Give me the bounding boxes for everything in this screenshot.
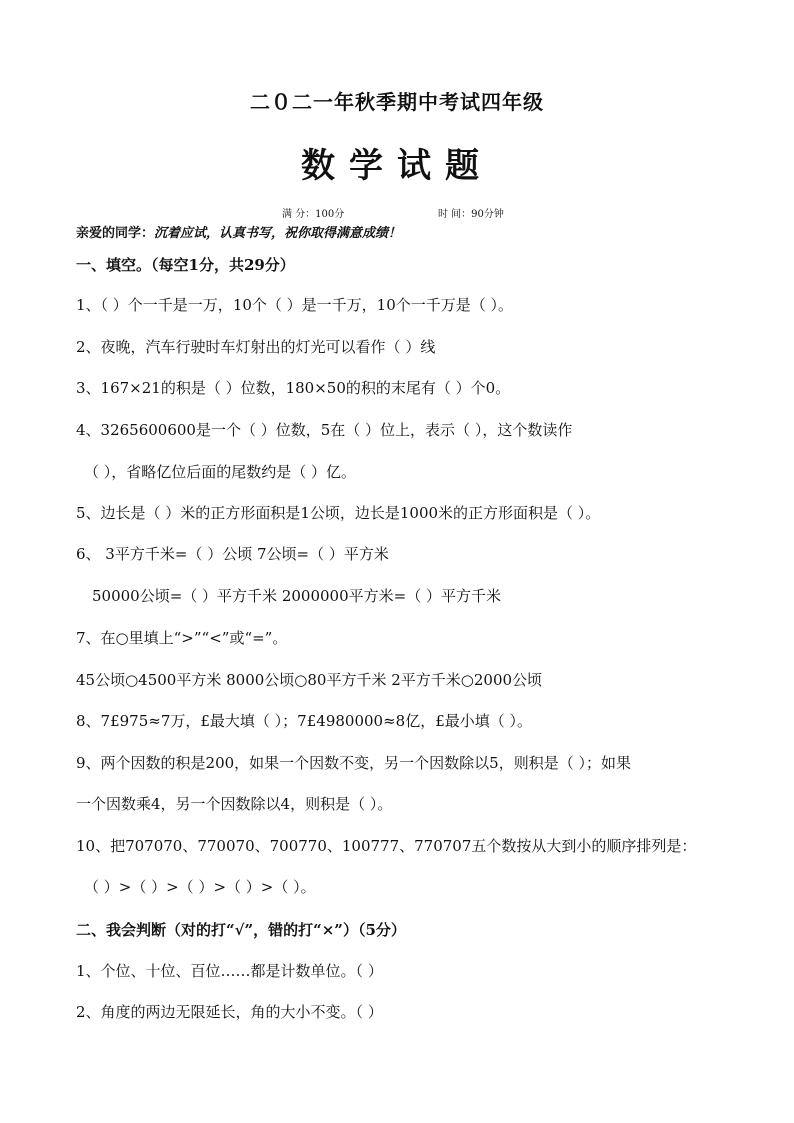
question-line: 4、3265600600是一个（ ）位数，5在（ ）位上，表示（ ），这个数读作 xyxy=(76,421,573,439)
question-line: （ ）>（ ）>（ ）>（ ）>（ ）。 xyxy=(84,878,316,896)
exam-time: 时 间：90分钟 xyxy=(438,209,504,220)
question-line: （ ），省略亿位后面的尾数约是（ ）亿。 xyxy=(84,463,357,481)
exam-title: 数学试题 xyxy=(301,146,493,186)
question-line: 2、角度的两边无限延长，角的大小不变。（ ） xyxy=(76,1003,383,1021)
section1-heading: 一、填空。（每空1分，共29分） xyxy=(76,256,295,274)
question-line: 1、（ ）个一千是一万，10个（ ）是一千万，10个一千万是（ ）。 xyxy=(76,296,514,314)
greeting-message: 沉着应试，认真书写，祝你取得满意成绩！ xyxy=(154,226,402,241)
question-line: 50000公顷=（ ）平方千米 2000000平方米=（ ）平方千米 xyxy=(92,587,501,605)
full-score: 满 分：100分 xyxy=(282,209,345,220)
question-line: 45公顷○4500平方米 8000公顷○80平方千米 2平方千米○2000公顷 xyxy=(76,671,543,689)
question-line: 3、167×21的积是（ ）位数，180×50的积的末尾有（ ）个0。 xyxy=(76,379,511,397)
question-line: 6、 3平方千米=（ ）公顷 7公顷=（ ）平方米 xyxy=(76,545,389,563)
question-line: 10、把707070、770070、700770、100777、770707五个数按从大到小的顺序排列是： xyxy=(76,837,697,855)
question-line: 5、边长是（ ）米的正方形面积是1公顷，边长是1000米的正方形面积是（ ）。 xyxy=(76,504,601,522)
question-line: 2、夜晚，汽车行驶时车灯射出的灯光可以看作（ ）线 xyxy=(76,338,436,356)
question-line: 一个因数乘4，另一个因数除以4，则积是（ ）。 xyxy=(76,795,393,813)
question-line: 1、个位、十位、百位……都是计数单位。（ ） xyxy=(76,962,383,980)
question-line: 8、7£975≈7万，£最大填（ ）；7£4980000≈8亿，£最小填（ ）。 xyxy=(76,712,533,730)
question-line: 9、两个因数的积是200，如果一个因数不变，另一个因数除以5，则积是（ ）；如果 xyxy=(76,754,631,772)
greeting-label: 亲爱的同学： xyxy=(76,226,155,241)
exam-subtitle: 二０二一年秋季期中考试四年级 xyxy=(250,90,544,114)
question-line: 7、在○里填上“>”“<”或“=”。 xyxy=(76,629,288,647)
greeting xyxy=(76,222,401,241)
section2-heading: 二、我会判断（对的打“√”，错的打“×”）（5分） xyxy=(76,921,406,939)
